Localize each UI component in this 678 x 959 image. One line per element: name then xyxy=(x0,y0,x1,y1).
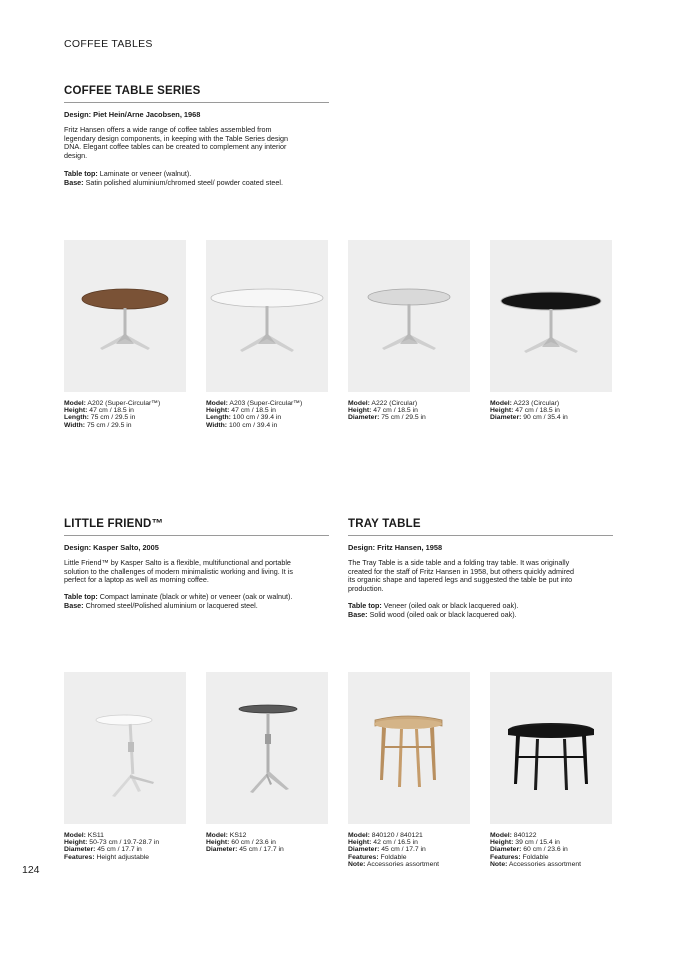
tray-leg xyxy=(415,729,421,787)
description-line: DNA. Elegant coffee tables can be created to complement any interior xyxy=(64,142,287,152)
spec-row: Height: 60 cm / 23.6 in xyxy=(206,839,276,847)
table-top xyxy=(211,289,323,307)
product-photo-840122 xyxy=(490,672,612,824)
coffee-series-designer: Design: Piet Hein/Arne Jacobsen, 1968 xyxy=(64,110,201,119)
description-line: solution to the challenges of modern minimalistic working and living. It is xyxy=(64,566,293,576)
tray-stretcher xyxy=(518,756,584,758)
description-line: Little Friend™ by Kasper Salto is a flexible, multifunctional and portable xyxy=(64,558,291,567)
spec-row: Note: Accessories assortment xyxy=(490,860,582,868)
spec-row: Height: 39 cm / 15.4 in xyxy=(490,839,560,847)
spec-row: Diameter: 45 cm / 17.7 in xyxy=(206,846,284,854)
tray-table-title: TRAY TABLE xyxy=(348,518,421,530)
table-stem-collar xyxy=(265,734,271,744)
page-header: COFFEE TABLES xyxy=(64,38,153,50)
spec-row: Length: 75 cm / 29.5 in xyxy=(64,414,136,422)
little-friend-white-illustration xyxy=(64,672,186,824)
coffee-series-description xyxy=(64,126,334,160)
tray-leg xyxy=(380,727,386,780)
description-line: its organic shape and tapered legs and suggested the table be put into xyxy=(348,575,573,585)
table-top xyxy=(82,289,168,309)
spec-row: Features: Foldable xyxy=(490,853,549,861)
table-top xyxy=(239,705,297,713)
tray-leg xyxy=(430,727,436,780)
product-photo-a203 xyxy=(206,240,328,392)
walnut-table-illustration xyxy=(64,240,186,392)
little-friend-designer: Design: Kasper Salto, 2005 xyxy=(64,543,159,552)
product-caption-a222 xyxy=(348,400,473,422)
white-table-illustration xyxy=(206,240,328,392)
spec-label: Base: xyxy=(64,600,84,610)
spec-row: Model: A223 (Circular) xyxy=(490,400,560,407)
table-stem xyxy=(550,309,553,339)
spec-row: Model: KS12 xyxy=(206,832,247,839)
product-caption-840120 xyxy=(348,832,473,868)
tray-leg xyxy=(398,729,403,787)
product-caption-840122 xyxy=(490,832,615,868)
spec-row: Model: 840120 / 840121 xyxy=(348,832,423,839)
spec-label: Table top: xyxy=(64,592,98,601)
tray-leg xyxy=(563,739,568,790)
black-table-illustration xyxy=(490,240,612,392)
tray-leg xyxy=(582,736,588,784)
product-caption-ks12 xyxy=(206,832,331,854)
spec-row: Diameter: 75 cm / 29.5 in xyxy=(348,414,426,422)
spec-row: Height: 50-73 cm / 19.7-28.7 in xyxy=(64,839,160,847)
product-caption-a202 xyxy=(64,400,189,429)
little-friend-dark-illustration xyxy=(206,672,328,824)
spec-value: Compact laminate (black or white) or veneer (oak or walnut). xyxy=(97,592,293,601)
little-friend-base xyxy=(64,602,344,611)
spec-row: Features: Foldable xyxy=(348,853,407,861)
description-line: design. xyxy=(64,150,88,160)
product-caption-ks11 xyxy=(64,832,189,861)
spec-row: Diameter: 90 cm / 35.4 in xyxy=(490,414,568,422)
table-stem xyxy=(266,306,269,336)
tray-leg xyxy=(534,739,539,790)
spec-label: Base: xyxy=(64,177,84,187)
description-line: The Tray Table is a side table and a folding tray table. It was originally xyxy=(348,558,570,567)
spec-row: Diameter: 45 cm / 17.7 in xyxy=(348,846,426,854)
spec-row: Width: 75 cm / 29.5 in xyxy=(64,421,132,429)
little-friend-rule xyxy=(64,535,329,536)
page-number: 124 xyxy=(22,864,40,876)
tray-table-description xyxy=(348,559,623,593)
tray-stretcher xyxy=(384,746,434,748)
table-top xyxy=(96,715,152,725)
spec-row: Length: 100 cm / 39.4 in xyxy=(206,414,282,422)
product-photo-a223 xyxy=(490,240,612,392)
tray-leg xyxy=(514,736,520,784)
tray-table-rule xyxy=(348,535,613,536)
spec-value: Chromed steel/Polished aluminium or lacquered steel. xyxy=(83,600,258,610)
spec-label: Base: xyxy=(348,609,368,619)
spec-row: Diameter: 60 cm / 23.6 in xyxy=(490,846,568,854)
product-caption-a223 xyxy=(490,400,615,422)
spec-row: Height: 47 cm / 18.5 in xyxy=(348,407,418,415)
product-photo-840120 xyxy=(348,672,470,824)
tray-rim xyxy=(374,719,442,729)
little-friend-title: LITTLE FRIEND™ xyxy=(64,518,164,530)
spec-row: Width: 100 cm / 39.4 in xyxy=(206,421,278,429)
oak-tray-table-illustration xyxy=(348,672,470,824)
product-photo-a222 xyxy=(348,240,470,392)
spec-row: Height: 47 cm / 18.5 in xyxy=(206,407,276,415)
table-stem xyxy=(408,304,411,336)
spec-value: Veneer (oiled oak or black lacquered oak). xyxy=(381,601,519,610)
spec-value: Laminate or veneer (walnut). xyxy=(97,169,192,178)
table-top xyxy=(501,292,601,310)
spec-row: Model: A203 (Super-Circular™) xyxy=(206,400,303,407)
spec-row: Model: 840122 xyxy=(490,832,537,839)
spec-row: Height: 42 cm / 16.5 in xyxy=(348,839,418,847)
table-stem xyxy=(124,308,127,336)
description-line: created for the staff of Fritz Hansen in 1958, but others quickly admired xyxy=(348,566,574,576)
coffee-series-base xyxy=(64,179,344,188)
coffee-series-rule xyxy=(64,102,329,103)
spec-row: Note: Accessories assortment xyxy=(348,860,440,868)
description-line: perfect for a laptop as well as morning coffee. xyxy=(64,575,209,585)
table-top xyxy=(368,289,450,305)
spec-row: Features: Height adjustable xyxy=(64,853,150,861)
description-line: Fritz Hansen offers a wide range of coffee tables assembled from xyxy=(64,125,272,134)
grey-table-illustration xyxy=(348,240,470,392)
product-photo-ks12 xyxy=(206,672,328,824)
spec-row: Diameter: 45 cm / 17.7 in xyxy=(64,846,142,854)
spec-row: Height: 47 cm / 18.5 in xyxy=(64,407,134,415)
tray-table-designer: Design: Fritz Hansen, 1958 xyxy=(348,543,443,552)
coffee-series-title: COFFEE TABLE SERIES xyxy=(64,85,201,97)
little-friend-description xyxy=(64,559,339,585)
spec-row: Model: A222 (Circular) xyxy=(348,400,418,407)
product-photo-a202 xyxy=(64,240,186,392)
spec-row: Height: 47 cm / 18.5 in xyxy=(490,407,560,415)
spec-label: Table top: xyxy=(64,169,98,178)
spec-value: Solid wood (oiled oak or black lacquered oak). xyxy=(367,609,517,619)
description-line: legendary design components, in keeping with the Table Series design xyxy=(64,133,289,143)
tray-table-base xyxy=(348,611,628,620)
product-caption-a203 xyxy=(206,400,331,429)
description-line: production. xyxy=(348,583,384,593)
black-tray-table-illustration xyxy=(490,672,612,824)
spec-row: Model: KS11 xyxy=(64,832,104,839)
table-stem-collar xyxy=(128,742,134,752)
spec-row: Model: A202 (Super-Circular™) xyxy=(64,400,161,407)
spec-label: Table top: xyxy=(348,601,382,610)
product-photo-ks11 xyxy=(64,672,186,824)
spec-value: Satin polished aluminium/chromed steel/ powder coated steel. xyxy=(83,177,283,187)
